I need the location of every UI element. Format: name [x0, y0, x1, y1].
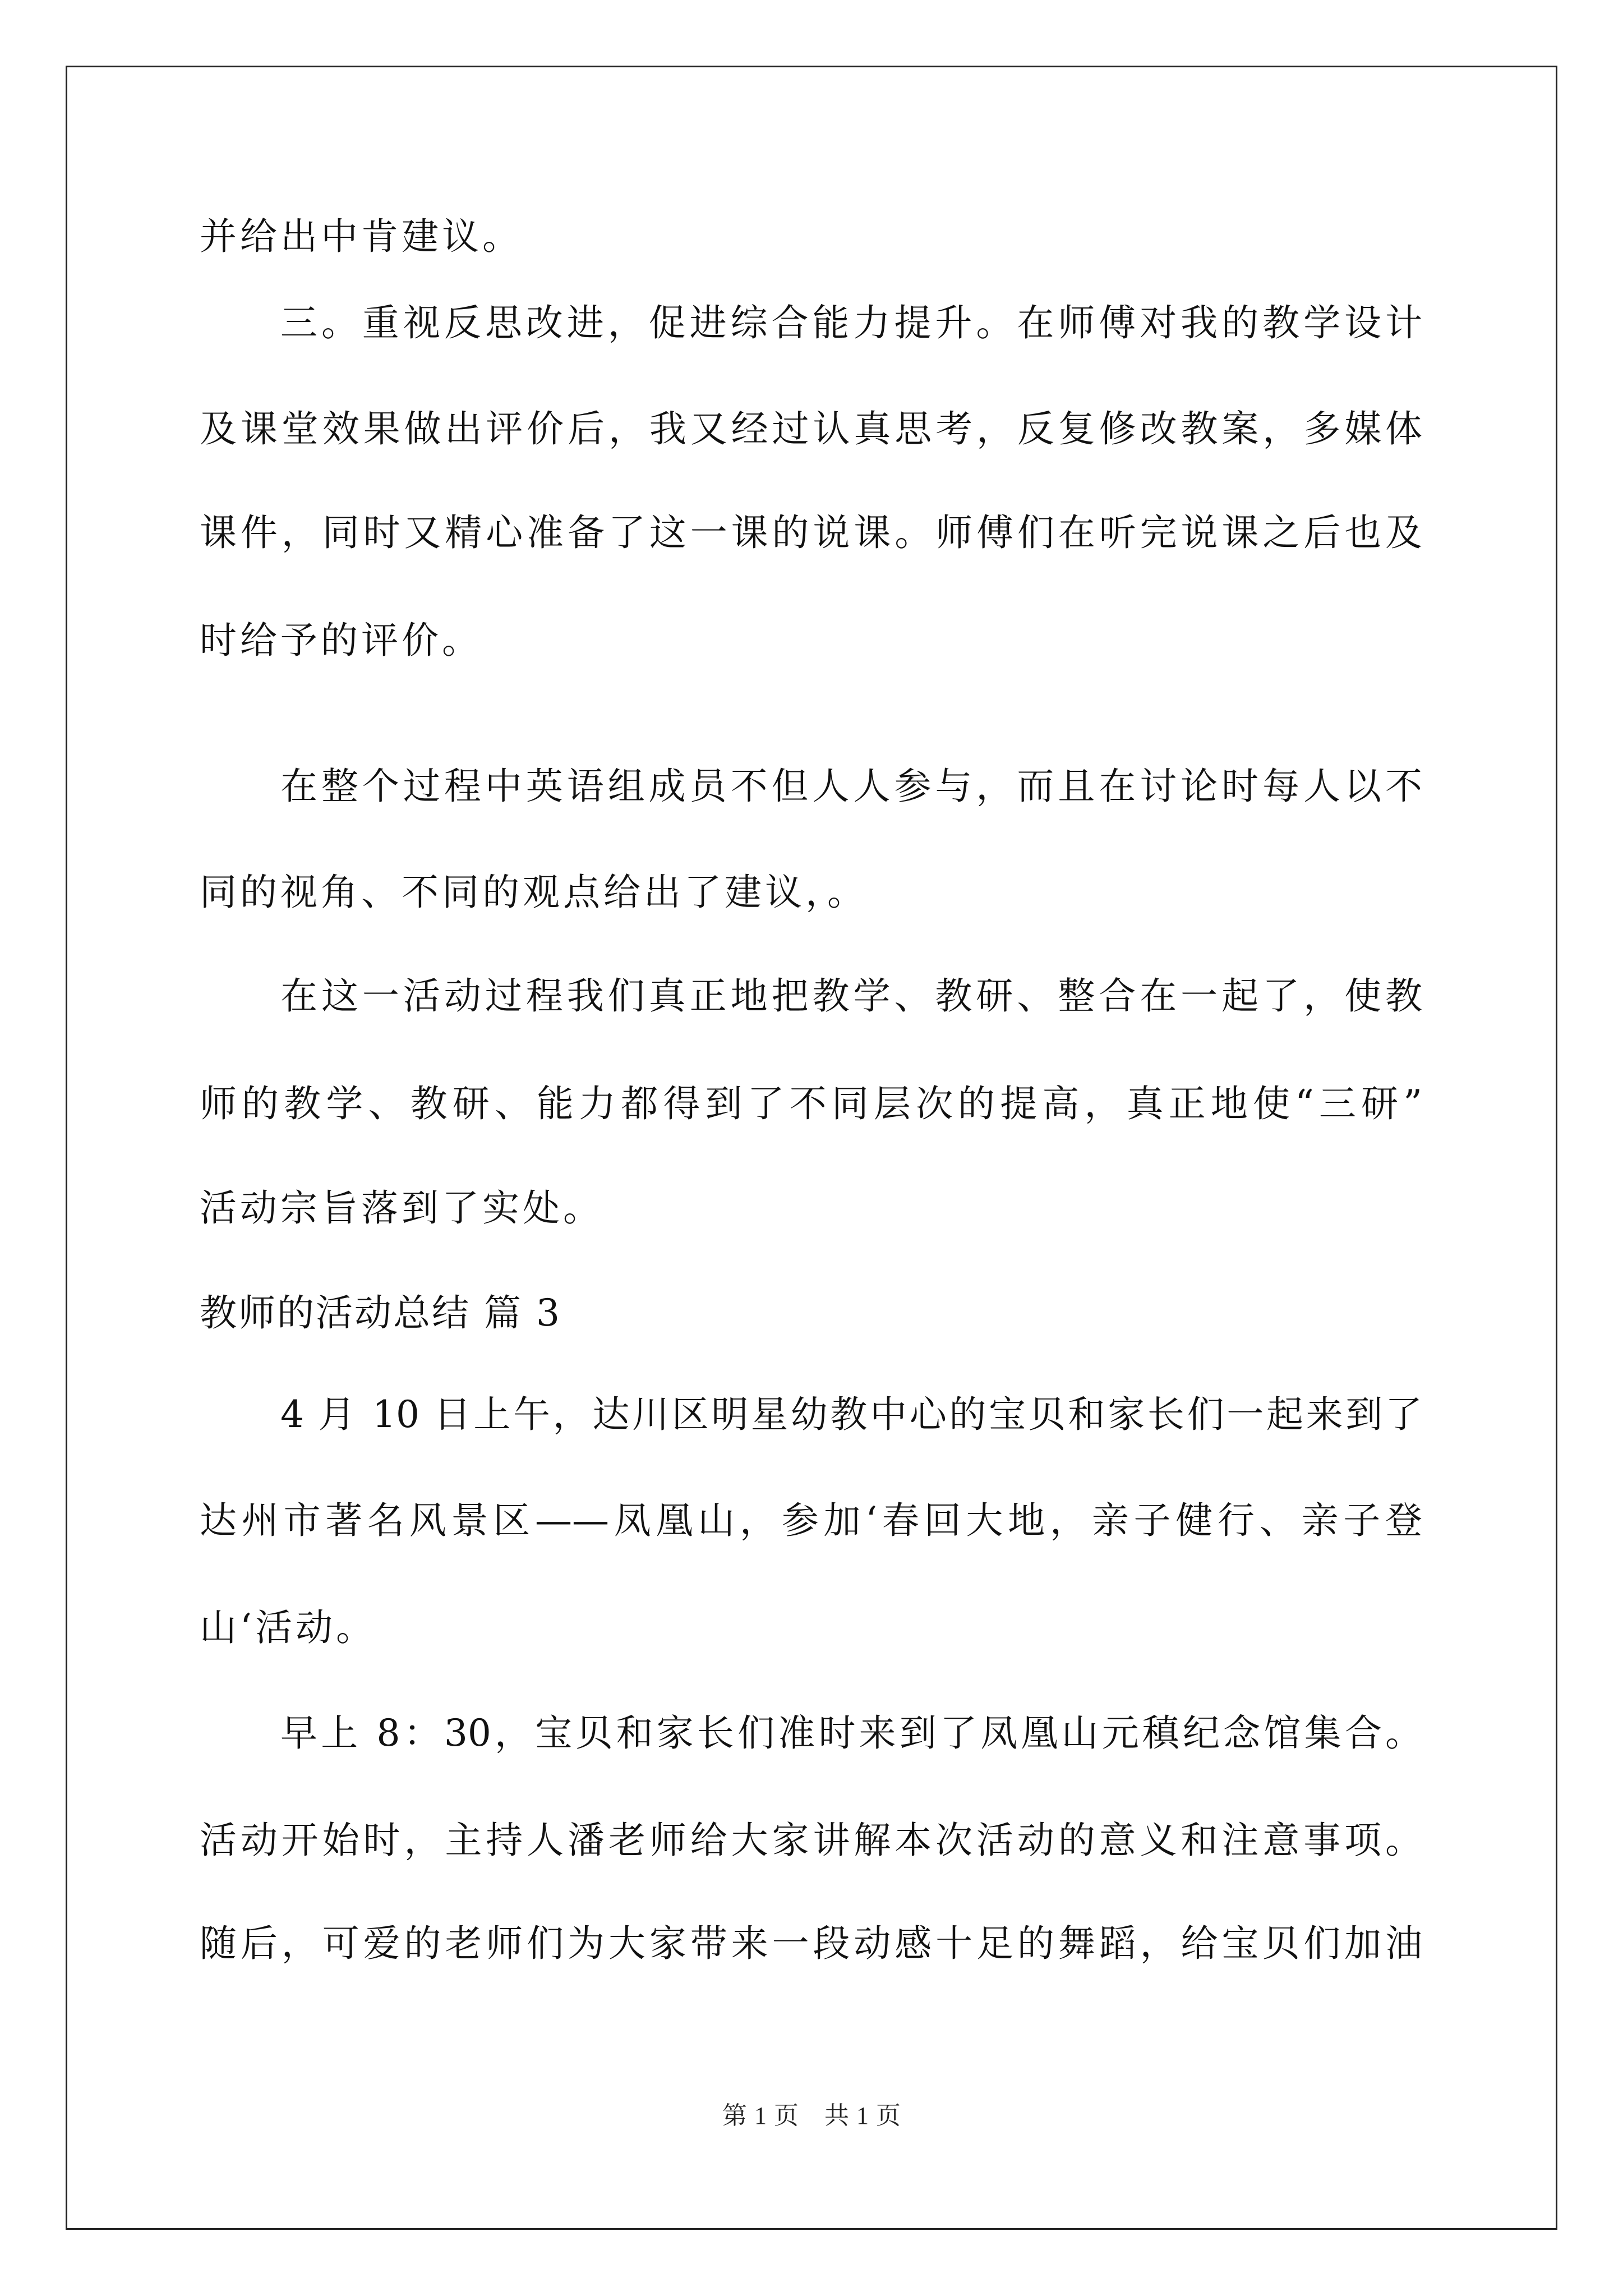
- page-total: 共 1 页: [824, 2102, 901, 2129]
- paragraph-line: 在这一活动过程我们真正地把教学、教研、整合在一起了，使教: [280, 974, 1422, 1018]
- paragraph-line: 活动宗旨落到了实处。: [200, 1186, 603, 1230]
- section-heading: 教师的活动总结 篇 3: [200, 1291, 561, 1335]
- paragraph-line: 达州市著名风景区——凤凰山，参加‘春回大地，亲子健行、亲子登: [200, 1499, 1422, 1542]
- paragraph-line: 同的视角、不同的观点给出了建议，。: [200, 871, 868, 914]
- paragraph-line: 及课堂效果做出评价后，我又经过认真思考，反复修改教案，多媒体: [200, 407, 1422, 450]
- paragraph-line: 并给出中肯建议。: [200, 215, 523, 258]
- paragraph-line: 在整个过程中英语组成员不但人人参与，而且在讨论时每人以不: [280, 765, 1422, 808]
- paragraph-line: 三。重视反思改进，促进综合能力提升。在师傅对我的教学设计: [280, 301, 1422, 344]
- paragraph-line: 4 月 10 日上午，达川区明星幼教中心的宝贝和家长们一起来到了: [280, 1393, 1422, 1436]
- paragraph-line: 活动开始时，主持人潘老师给大家讲解本次活动的意义和注意事项。: [200, 1819, 1422, 1862]
- page-footer: [0, 2099, 1623, 2133]
- paragraph-line: 课件，同时又精心准备了这一课的说课。师傅们在听完说课之后也及: [200, 511, 1422, 554]
- paragraph-line: 随后，可爱的老师们为大家带来一段动感十足的舞蹈，给宝贝们加油: [200, 1922, 1422, 1965]
- paragraph-line: 时给予的评价。: [200, 619, 482, 662]
- paragraph-line: 师的教学、教研、能力都得到了不同层次的提高，真正地使“三研”: [200, 1082, 1422, 1125]
- paragraph-line: 山‘活动。: [200, 1606, 376, 1649]
- page-border: [66, 66, 1557, 2230]
- page-number: 第 1 页: [722, 2102, 799, 2129]
- paragraph-line: 早上 8：30，宝贝和家长们准时来到了凤凰山元稹纪念馆集合。: [280, 1711, 1422, 1755]
